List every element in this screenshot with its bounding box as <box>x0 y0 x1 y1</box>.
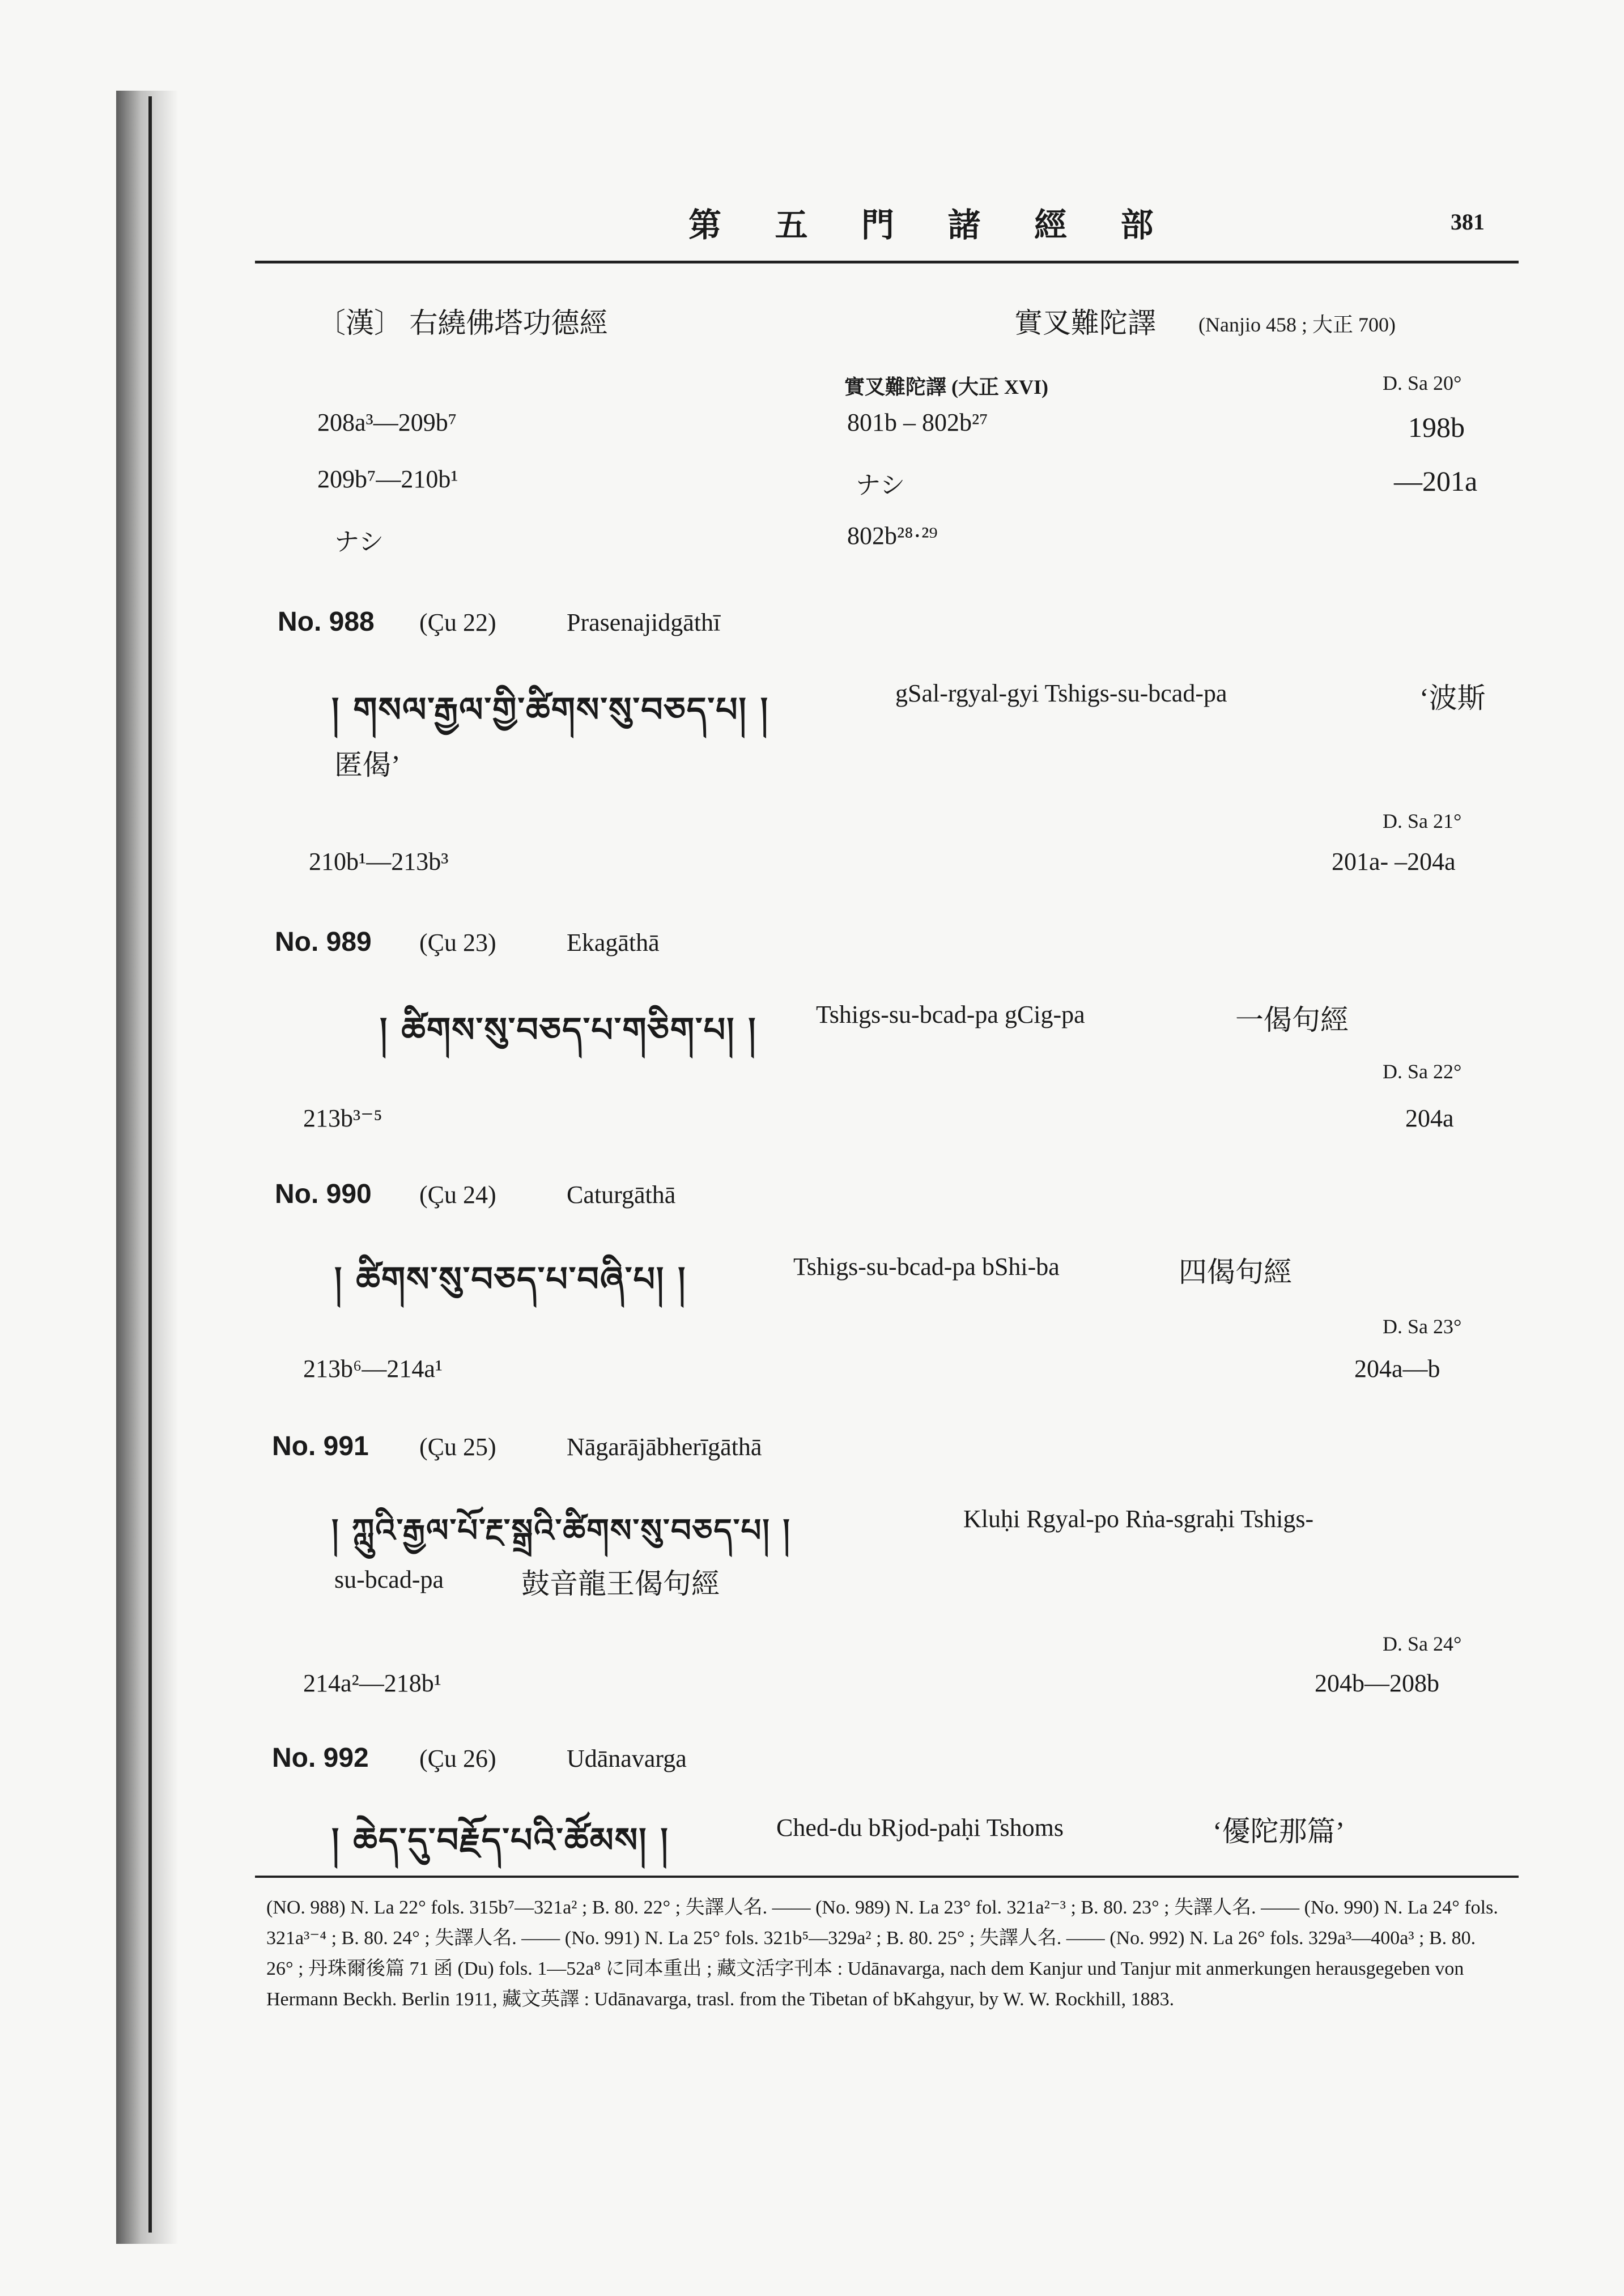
intro-dsa: D. Sa 20° <box>1383 372 1462 394</box>
intro-c3-row2: —201a <box>1394 465 1478 497</box>
intro-c2-row1: 801b – 802b²⁷ <box>847 409 988 436</box>
intro-c1-row1: 208a³—209b⁷ <box>317 409 457 436</box>
entry-chinese: 一偈句經 <box>1235 1004 1349 1036</box>
footnote: (NO. 988) N. La 22° fols. 315b⁷—321a² ; B. 80. 22° ; 失譯人名. —— (No. 989) N. La 23° fol. 321a²⁻³ ; B. 80. 23° ; 失譯人名. —— (No. 990) N. La 24° fols. 321a³⁻⁴ ; B. 80. 24° ; 失譯人名. —— (No. 991) N. La 25° fols. 321b⁵—329a² ; B. 80. 25° ; 失譯人名. —— (No. 992) N. La 26° fols. 329a³—400a³ ; B. 80. 26° ; 丹珠爾後篇 71 函 (Du) fols. 1—52a⁸ に同本重出 ; 藏文活字刊本 : Udānavarga, nach dem Kanjur und Tanjur mit anmerkungen herausgegeben von Hermann Beckh. Berlin 1911, 藏文英譯 : Udānavarga, trasl. from the Tibetan of bKahgyur, by W. W. Rockhill, 1883. <box>266 1897 1498 2010</box>
entry-roman: gSal-rgyal-gyi Tshigs-su-bcad-pa <box>895 679 1227 707</box>
intro-translator: 實叉難陀譯 <box>1014 307 1156 339</box>
entry-roman-cont: su-bcad-pa <box>334 1566 444 1593</box>
entry-roman: Kluḥi Rgyal-po Rṅa-sgraḥi Tshigs- <box>963 1505 1314 1533</box>
entry-chinese: ‘波斯 <box>1419 682 1486 714</box>
intro-c1-row2: 209b⁷—210b¹ <box>317 465 458 493</box>
intro-c2-row3: 802b²⁸·²⁹ <box>847 522 938 550</box>
binding-line <box>148 96 152 2233</box>
entry-dsa: D. Sa 21° <box>1383 810 1462 832</box>
intro-c1-row3: ナシ <box>334 528 384 556</box>
entry-range: 213b⁶—214a¹ <box>303 1355 443 1383</box>
header-rule <box>255 261 1519 263</box>
entry-tibetan: ། ཀླུའི་རྒྱལ་པོ་རྔ་སྒྲའི་ཚིགས་སུ་བཅད་པ། ། <box>331 1512 791 1549</box>
entry-sanskrit: Ekagāthā <box>567 929 660 956</box>
entry-number: No. 992 <box>272 1743 369 1773</box>
entry-number: No. 990 <box>275 1179 372 1209</box>
entry-sanskrit: Caturgāthā <box>567 1181 676 1209</box>
page-number: 381 <box>1451 209 1485 235</box>
entry-dloc: 204b—208b <box>1315 1669 1439 1697</box>
intro-title: 〔漢〕 右繞佛塔功德經 <box>317 307 608 339</box>
entry-range: 214a²—218b¹ <box>303 1669 441 1697</box>
entry-dsa: D. Sa 22° <box>1383 1060 1462 1083</box>
entry-dsa: D. Sa 24° <box>1383 1632 1462 1655</box>
entry-tibetan: ། ཚིགས་སུ་བཅད་པ་བཞི་པ། ། <box>334 1260 687 1299</box>
entry-tibetan: ། གསལ་རྒྱལ་གྱི་ཚིགས་སུ་བཅད་པ། ། <box>331 690 770 730</box>
intro-c3-row1: 198b <box>1408 411 1465 443</box>
entry-sanskrit: Prasenajidgāthī <box>567 609 721 636</box>
entry-dloc: 201a- –204a <box>1332 848 1456 875</box>
entry-dsa: D. Sa 23° <box>1383 1315 1462 1338</box>
entry-sanskrit: Nāgarājābherīgāthā <box>567 1433 762 1461</box>
entry-cu: (Çu 24) <box>419 1181 496 1209</box>
entry-sanskrit: Udānavarga <box>567 1745 687 1772</box>
intro-ref: (Nanjio 458 ; 大正 700) <box>1198 313 1396 336</box>
entry-chinese-cont: 匿偈’ <box>334 749 401 781</box>
entry-chinese: 鼓音龍王偈句經 <box>521 1568 720 1600</box>
intro-c2-row2: ナシ <box>856 471 905 499</box>
entry-dloc: 204a <box>1405 1104 1454 1132</box>
entry-number: No. 988 <box>278 607 375 637</box>
entry-cu: (Çu 23) <box>419 929 496 956</box>
entry-number: No. 989 <box>275 927 372 957</box>
entry-range: 213b³⁻⁵ <box>303 1104 382 1132</box>
entry-tibetan: ། ཚིགས་སུ་བཅད་པ་གཅིག་པ། ། <box>380 1010 757 1050</box>
scan-edge-shadow <box>116 91 178 2244</box>
entry-range: 210b¹—213b³ <box>309 848 449 875</box>
entry-tibetan: ། ཆེད་དུ་བརྗོད་པའི་ཚོམས། ། <box>331 1821 669 1860</box>
running-header: 第 五 門 諸 經 部 <box>688 207 1176 244</box>
entry-number: No. 991 <box>272 1431 369 1461</box>
entry-cu: (Çu 25) <box>419 1433 496 1461</box>
entry-cu: (Çu 22) <box>419 609 496 636</box>
entry-chinese: 四偈句經 <box>1179 1256 1292 1288</box>
entry-chinese: ‘優陀那篇’ <box>1213 1815 1345 1847</box>
entry-cu: (Çu 26) <box>419 1745 496 1772</box>
entry-dloc: 204a—b <box>1354 1355 1440 1383</box>
entry-roman: Ched-du bRjod-paḥi Tshoms <box>776 1814 1064 1842</box>
entry-roman: Tshigs-su-bcad-pa bShi-ba <box>793 1253 1060 1281</box>
intro-mid-header: 實叉難陀譯 (大正 XVI) <box>844 376 1048 398</box>
footnote-rule <box>255 1876 1519 1878</box>
entry-roman: Tshigs-su-bcad-pa gCig-pa <box>816 1001 1085 1028</box>
